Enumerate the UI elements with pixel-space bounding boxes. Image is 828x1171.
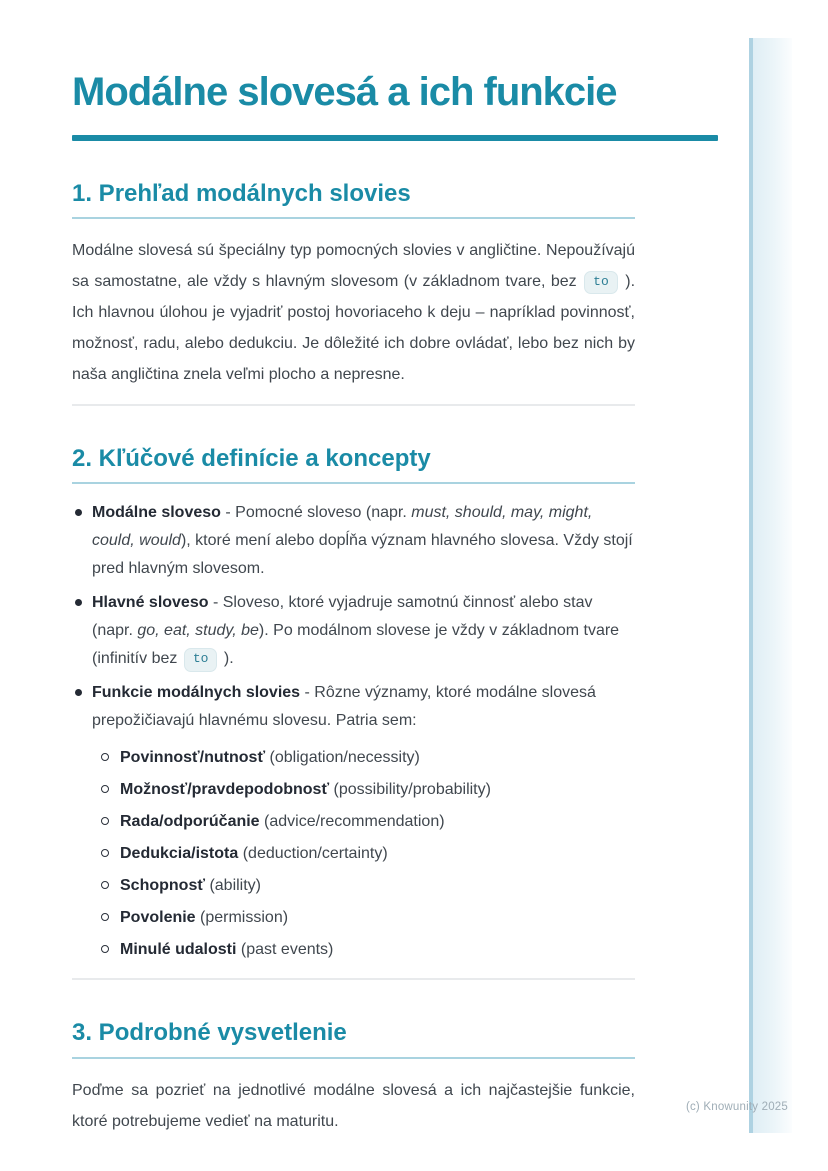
section-divider	[72, 978, 635, 980]
term-label: Hlavné sloveso	[92, 594, 209, 612]
section-definitions-heading: 2. Kľúčové definície a koncepty	[72, 444, 635, 484]
italic-verb-examples: go, eat, study, be	[137, 622, 259, 640]
section-explanation-paragraph: Poďme sa pozrieť na jednotlivé modálne slovesá a ich najčastejšie funkcie, ktoré potrebujeme vedieť na maturitu.	[72, 1081, 635, 1130]
text-segment: Modálne slovesá sú špeciálny typ pomocných slovies v angličtine. Nepoužívajú sa samostatne, ale vždy s hlavným slovesom (v základnom tvare, bez	[72, 242, 635, 291]
definitions-list	[72, 499, 635, 964]
term-label: Schopnosť	[120, 877, 205, 895]
text-segment: - Pomocné sloveso (napr.	[220, 504, 412, 522]
sublist-item-past-events	[92, 936, 635, 964]
text-segment: (obligation/necessity)	[265, 749, 420, 767]
section-explanation-heading: 3. Podrobné vysvetlenie	[72, 1018, 635, 1058]
text-segment: ). Ich hlavnou úlohou je vyjadriť postoj hovoriaceho k deju – napríklad povinnosť, možnosť, radu, alebo dedukciu. Je dôležité ich dobre ovládať, lebo bez nich by naša angličtina znela veľmi plocho a nepresne.	[72, 273, 636, 384]
text-segment: ). Po modálnom slovese je vždy v základnom tvare (infinitív bez	[92, 622, 620, 668]
term-label: Funkcie modálnych slovies	[92, 684, 301, 702]
list-item-main-verb	[72, 589, 635, 673]
text-segment: ).	[219, 650, 234, 668]
term-label: Možnosť/pravdepodobnosť	[120, 781, 330, 799]
section-overview-paragraph	[72, 235, 635, 390]
italic-verb-examples: must, should, may, might, could, would	[92, 504, 593, 550]
copyright-watermark: (c) Knowunity 2025	[685, 1101, 788, 1113]
term-label: Minulé udalosti	[120, 941, 237, 959]
section-definitions	[72, 444, 635, 964]
code-to-badge: to	[584, 271, 618, 294]
section-explanation	[72, 1018, 635, 1136]
functions-sublist	[92, 744, 635, 964]
text-segment: ), ktoré mení alebo dopĺňa význam hlavného slovesa. Vždy stojí pred hlavným slovesom.	[92, 532, 633, 578]
page-title: Modálne slovesá a ich funkcie	[72, 70, 617, 114]
list-item-modal-verb	[72, 499, 635, 583]
text-segment: (permission)	[195, 909, 289, 927]
sublist-item-obligation	[92, 744, 635, 772]
term-label: Povolenie	[120, 909, 196, 927]
text-segment: (ability)	[205, 877, 262, 895]
text-segment: (past events)	[236, 941, 334, 959]
term-label: Rada/odporúčanie	[120, 813, 260, 831]
sublist-item-possibility	[92, 776, 635, 804]
section-overview-heading: 1. Prehľad modálnych slovies	[72, 179, 635, 219]
term-label: Modálne sloveso	[92, 504, 221, 522]
term-label: Dedukcia/istota	[120, 845, 239, 863]
page-edge-highlight-bar	[749, 38, 792, 1133]
text-segment: (advice/recommendation)	[259, 813, 445, 831]
term-label: Povinnosť/nutnosť	[120, 749, 266, 767]
text-segment: - Sloveso, ktoré vyjadruje samotnú činnosť alebo stav (napr.	[92, 594, 593, 640]
section-divider	[72, 404, 635, 406]
text-segment: (deduction/certainty)	[238, 845, 388, 863]
document-body	[72, 0, 635, 1137]
sublist-item-deduction	[92, 840, 635, 868]
text-segment: (possibility/probability)	[329, 781, 491, 799]
title-divider	[72, 135, 718, 141]
sublist-item-permission	[92, 904, 635, 932]
text-segment: - Rôzne významy, ktoré modálne slovesá prepožičiavajú hlavnému slovesu. Patria sem:	[92, 684, 596, 730]
sublist-item-advice	[92, 808, 635, 836]
sublist-item-ability	[92, 872, 635, 900]
section-overview	[72, 179, 635, 390]
code-to-badge: to	[184, 648, 218, 671]
list-item-functions	[72, 679, 635, 964]
